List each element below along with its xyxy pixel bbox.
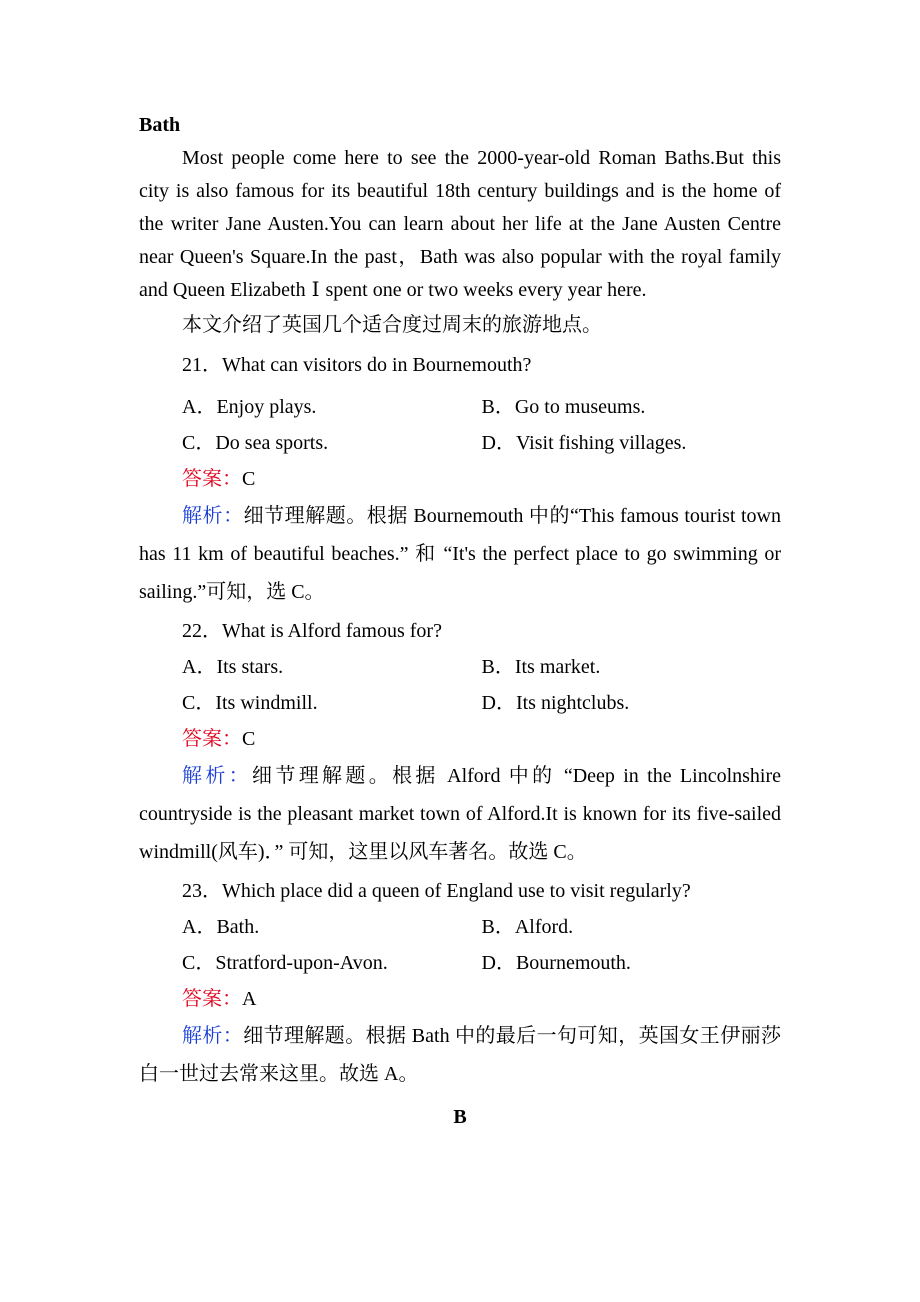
- option-c: C．Stratford-upon-Avon.: [182, 952, 388, 974]
- option-a: A．Enjoy plays.: [182, 396, 317, 418]
- option-b: B．Alford.: [481, 916, 574, 938]
- analysis-block: [139, 1017, 781, 1093]
- option-b: B．Its market.: [481, 656, 601, 678]
- passage-heading: Bath: [139, 114, 181, 136]
- option-a: A．Its stars.: [182, 656, 284, 678]
- analysis-text: 细节理解题。根据 Alford 中的 “Deep in the Lincolnshire countryside is the pleasant market town of Alford.It is known for its five-sailed windmill(风车)．” 可知，这里以风车著名。故选 C。: [139, 765, 781, 863]
- passage-summary: 本文介绍了英国几个适合度过周末的旅游地点。: [182, 314, 602, 336]
- analysis-label: 解析：: [182, 765, 253, 787]
- option-row: [139, 909, 781, 945]
- analysis-label: 解析：: [182, 1025, 244, 1047]
- option-d: D．Bournemouth.: [481, 952, 631, 974]
- analysis-text: 细节理解题。根据 Bath 中的最后一句可知，英国女王伊丽莎白一世过去常来这里。故选 A。: [139, 1025, 781, 1085]
- question-stem: 21．What can visitors do in Bournemouth?: [182, 354, 532, 376]
- option-d: D．Visit fishing villages.: [481, 432, 687, 454]
- answer-line: [139, 981, 781, 1017]
- question-stem: 23．Which place did a queen of England use to visit regularly?: [182, 880, 691, 902]
- analysis-block: [139, 757, 781, 871]
- option-b: B．Go to museums.: [481, 396, 646, 418]
- option-row: [139, 425, 781, 461]
- answer-value: C: [242, 728, 256, 750]
- passage-body-text: Most people come here to see the 2000-year-old Roman Baths.But this city is also famous for its beautiful 18th century buildings and is the home of the writer Jane Austen.You can learn about her life at the Jane Austen Centre near Queen's Square.In the past，Bath was also popular with the royal family and Queen Elizabeth: [139, 147, 781, 301]
- answer-value: C: [242, 468, 256, 490]
- answer-line: [139, 721, 781, 757]
- analysis-text: 细节理解题。根据 Bournemouth 中的“This famous tourist town has 11 km of beautiful beaches.” 和 “It's the perfect place to go swimming or sailing.”可知，选 C。: [139, 505, 782, 603]
- answer-label: 答案：: [182, 728, 242, 750]
- question-stem: 22．What is Alford famous for?: [182, 620, 442, 642]
- option-row: [139, 389, 781, 425]
- answer-label: 答案：: [182, 988, 242, 1010]
- option-c: C．Do sea sports.: [182, 432, 329, 454]
- option-d: D．Its nightclubs.: [481, 692, 630, 714]
- option-row: [139, 945, 781, 981]
- answer-line: [139, 461, 781, 497]
- answer-label: 答案：: [182, 468, 242, 490]
- section-heading-b: B: [453, 1106, 467, 1128]
- passage-body-end: spent one or two weeks every year here.: [325, 279, 647, 301]
- answer-value: A: [242, 988, 257, 1010]
- analysis-block: [139, 497, 781, 611]
- option-row: [139, 649, 781, 685]
- option-row: [139, 685, 781, 721]
- analysis-label: 解析：: [182, 505, 244, 527]
- roman-numeral: Ⅰ: [311, 279, 320, 301]
- option-a: A．Bath.: [182, 916, 260, 938]
- option-c: C．Its windmill.: [182, 692, 318, 714]
- document-page: [139, 108, 781, 1137]
- passage-body: [139, 142, 781, 307]
